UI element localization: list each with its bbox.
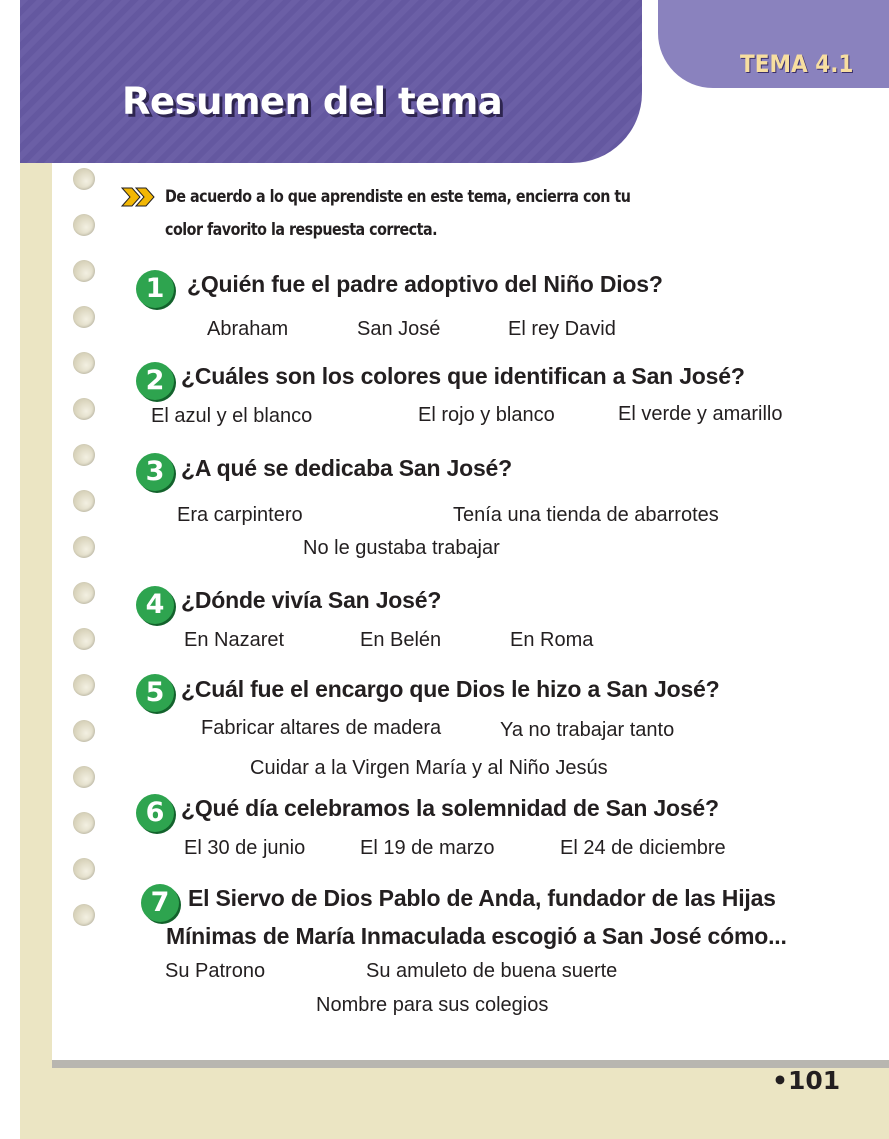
sheet-shadow [52,1060,889,1068]
ring-hole [73,352,95,374]
ring-hole [73,674,95,696]
double-chevron-icon [120,186,160,208]
question-text: ¿Cuáles son los colores que identifican a San José? [181,363,745,389]
answer-option[interactable]: El rey David [508,318,616,340]
question-number-badge: 6 [136,794,174,832]
ring-hole [73,858,95,880]
question-number-badge: 3 [136,453,174,491]
page-number: •101 [772,1066,841,1095]
question-text-line-1: El Siervo de Dios Pablo de Anda, fundador de las Hijas [188,885,776,911]
ring-hole [73,444,95,466]
answer-option[interactable]: Fabricar altares de madera [201,717,442,739]
question-number-badge: 4 [136,586,174,624]
answer-option[interactable]: El azul y el blanco [151,405,313,427]
answer-option[interactable]: El 30 de junio [184,837,306,859]
question-number-badge: 2 [136,362,174,400]
ring-hole [73,536,95,558]
ring-hole [73,168,95,190]
instructions [165,181,669,247]
answer-option[interactable]: Era carpintero [177,504,303,526]
page-margin-bottom [20,1064,889,1139]
instructions-line-2: color favorito la respuesta correcta. [165,220,438,240]
answer-option[interactable]: El rojo y blanco [418,404,555,426]
ring-hole [73,306,95,328]
answer-option[interactable]: En Roma [510,629,594,651]
page-margin-left [20,160,52,1139]
question-number-badge: 7 [141,884,179,922]
ring-hole [73,720,95,742]
ring-hole [73,490,95,512]
answer-option[interactable]: San José [357,318,441,340]
question-number-badge: 1 [136,270,174,308]
question-text: ¿Quién fue el padre adoptivo del Niño Dios? [187,271,663,297]
ring-hole [73,904,95,926]
answer-option[interactable]: En Nazaret [184,629,285,651]
question-text: ¿A qué se dedicaba San José? [181,455,512,481]
question-text: ¿Qué día celebramos la solemnidad de San José? [181,795,719,821]
answer-option[interactable]: En Belén [360,629,442,651]
answer-option[interactable]: No le gustaba trabajar [303,537,500,559]
answer-option[interactable]: El 19 de marzo [360,837,495,859]
answer-option[interactable]: El 24 de diciembre [560,837,726,859]
answer-option[interactable]: Cuidar a la Virgen María y al Niño Jesús [250,757,608,779]
ring-hole [73,398,95,420]
ring-hole [73,582,95,604]
answer-option[interactable]: Tenía una tienda de abarrotes [453,504,719,526]
answer-option[interactable]: Su amuleto de buena suerte [366,960,618,982]
question-text: ¿Cuál fue el encargo que Dios le hizo a San José? [181,676,720,702]
ring-hole [73,812,95,834]
ring-hole [73,628,95,650]
instructions-line-1: De acuerdo a lo que aprendiste en este tema, encierra con tu [165,187,631,207]
tema-label: TEMA 4.1 [740,50,854,78]
answer-option[interactable]: Abraham [207,318,289,340]
ring-hole [73,214,95,236]
answer-option[interactable]: El verde y amarillo [618,403,783,425]
question-text-line-2: Mínimas de María Inmaculada escogió a San José cómo... [166,923,787,949]
ring-hole [73,260,95,282]
answer-option[interactable]: Su Patrono [165,960,266,982]
answer-option[interactable]: Ya no trabajar tanto [500,719,675,741]
question-number-badge: 5 [136,674,174,712]
answer-option[interactable]: Nombre para sus colegios [316,994,549,1016]
ring-hole [73,766,95,788]
question-text: ¿Dónde vivía San José? [181,587,442,613]
page-title: Resumen del tema [122,80,503,123]
